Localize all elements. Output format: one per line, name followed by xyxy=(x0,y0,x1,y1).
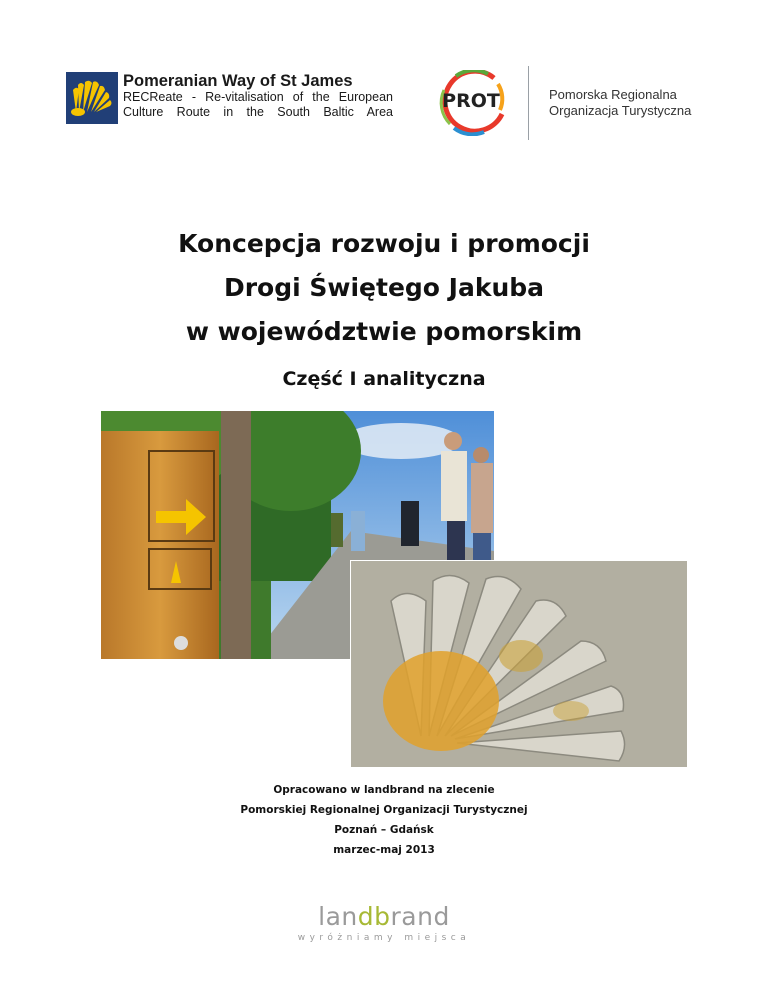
credit-line-1: Opracowano w landbrand na zlecenie xyxy=(273,784,495,796)
credit-line-4: marzec-maj 2013 xyxy=(333,844,435,856)
document-title-block xyxy=(0,222,768,390)
landbrand-tagline: wyróżniamy miejsca xyxy=(297,933,471,943)
document-subtitle: Część I analityczna xyxy=(282,368,486,390)
scallop-shell-icon xyxy=(66,72,118,124)
landbrand-wordmark-part-1: lan xyxy=(318,902,358,931)
credit-line-2: Pomorskiej Regionalnej Organizacji Turystycznej xyxy=(240,804,528,816)
landbrand-wordmark xyxy=(0,903,768,931)
landbrand-wordmark-part-2: db xyxy=(357,902,391,931)
credit-line-3: Poznań – Gdańsk xyxy=(334,824,434,836)
project-title: Pomeranian Way of St James xyxy=(123,72,353,90)
prot-header xyxy=(436,66,691,140)
organization-name-line-2: Organizacja Turystyczna xyxy=(549,103,692,118)
document-title-line-2: Drogi Świętego Jakuba xyxy=(223,273,545,302)
project-subtitle-line-1: RECReate - Re-vitalisation of the European xyxy=(123,90,393,104)
organization-name-line-1: Pomorska Regionalna xyxy=(549,87,677,102)
project-header xyxy=(66,72,393,124)
credits xyxy=(0,780,768,860)
landbrand-logo xyxy=(0,903,768,943)
organization-name xyxy=(549,87,691,119)
photo-scallop-shell xyxy=(350,560,688,768)
landbrand-wordmark-part-3: rand xyxy=(390,902,450,931)
header-divider xyxy=(528,66,529,140)
prot-logo-text: PROT xyxy=(442,90,500,112)
project-subtitle-line-2: Culture Route in the South Baltic Area xyxy=(123,105,393,119)
document-title-line-3: w województwie pomorskim xyxy=(185,317,583,346)
prot-logo xyxy=(436,70,512,136)
document-title-line-1: Koncepcja rozwoju i promocji xyxy=(178,229,590,258)
